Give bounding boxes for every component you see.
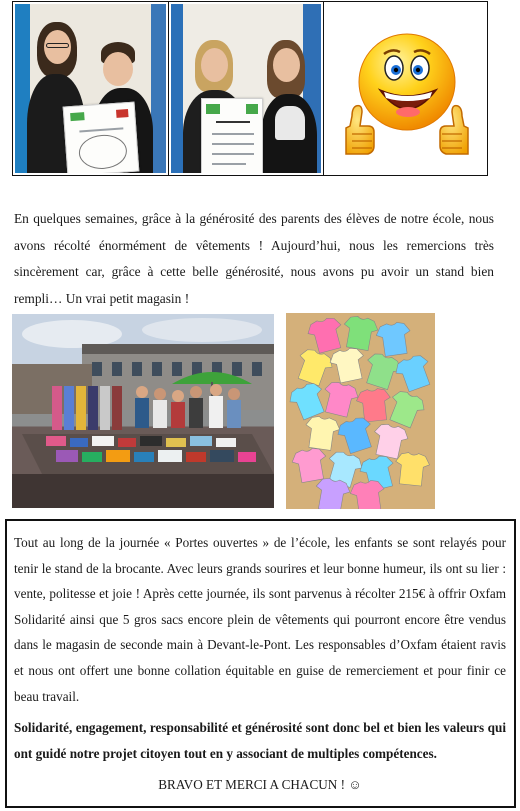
children-photo-2 <box>171 4 321 173</box>
summary-paragraph: Tout au long de la journée « Portes ouvertes » de l’école, les enfants se sont relayés pour tenir le stand de la brocante. Avec leurs grands sourires et leur bonne humeur, ils ont su lier : vente, politesse et joie ! Après cette journée, ils sont parvenus à récolter 215€ à offrir Oxfam Solidarité ainsi que 5 gros sacs encore plein de vêtements qui pourront encore être vendus dans le magasin de seconde main à Devant-le-Pont. Les responsables d’Oxfam étaient ravis et nous ont offert une bonne collation équitable en guise de remerciement et pour finir ce beau travail. <box>14 535 506 704</box>
photo-cell-1 <box>13 2 169 175</box>
values-paragraph: Solidarité, engagement, responsabilité et générosité sont donc bel et bien les valeurs qui ont guidé notre projet citoyen tout en y associant de multiples compétences. <box>14 720 506 761</box>
oxfam-poster <box>201 98 263 173</box>
top-photo-strip <box>12 1 488 176</box>
summary-box <box>5 519 516 808</box>
tshirt-cards-photo <box>286 313 435 509</box>
tshirt-cards-scene <box>286 313 435 509</box>
children-photo-1 <box>15 4 166 173</box>
closing-line: BRAVO ET MERCI A CHACUN ! ☺ <box>158 777 362 793</box>
flyer-paper <box>63 102 140 173</box>
emoji-cell <box>324 2 487 175</box>
thumbs-up-smiley-icon <box>342 24 472 164</box>
intro-paragraph: En quelques semaines, grâce à la générosité des parents des élèves de notre école, nous avons récolté énormément de vêtements ! Aujourd’hui, nous les remercions très sincèrement car, grâce à cette belle générosité, nous avons pu avoir un stand bien rempli… Un vrai petit magasin ! <box>14 211 494 306</box>
flea-market-scene <box>12 314 274 508</box>
flea-market-photo <box>12 314 274 508</box>
photo-cell-2 <box>169 2 324 175</box>
